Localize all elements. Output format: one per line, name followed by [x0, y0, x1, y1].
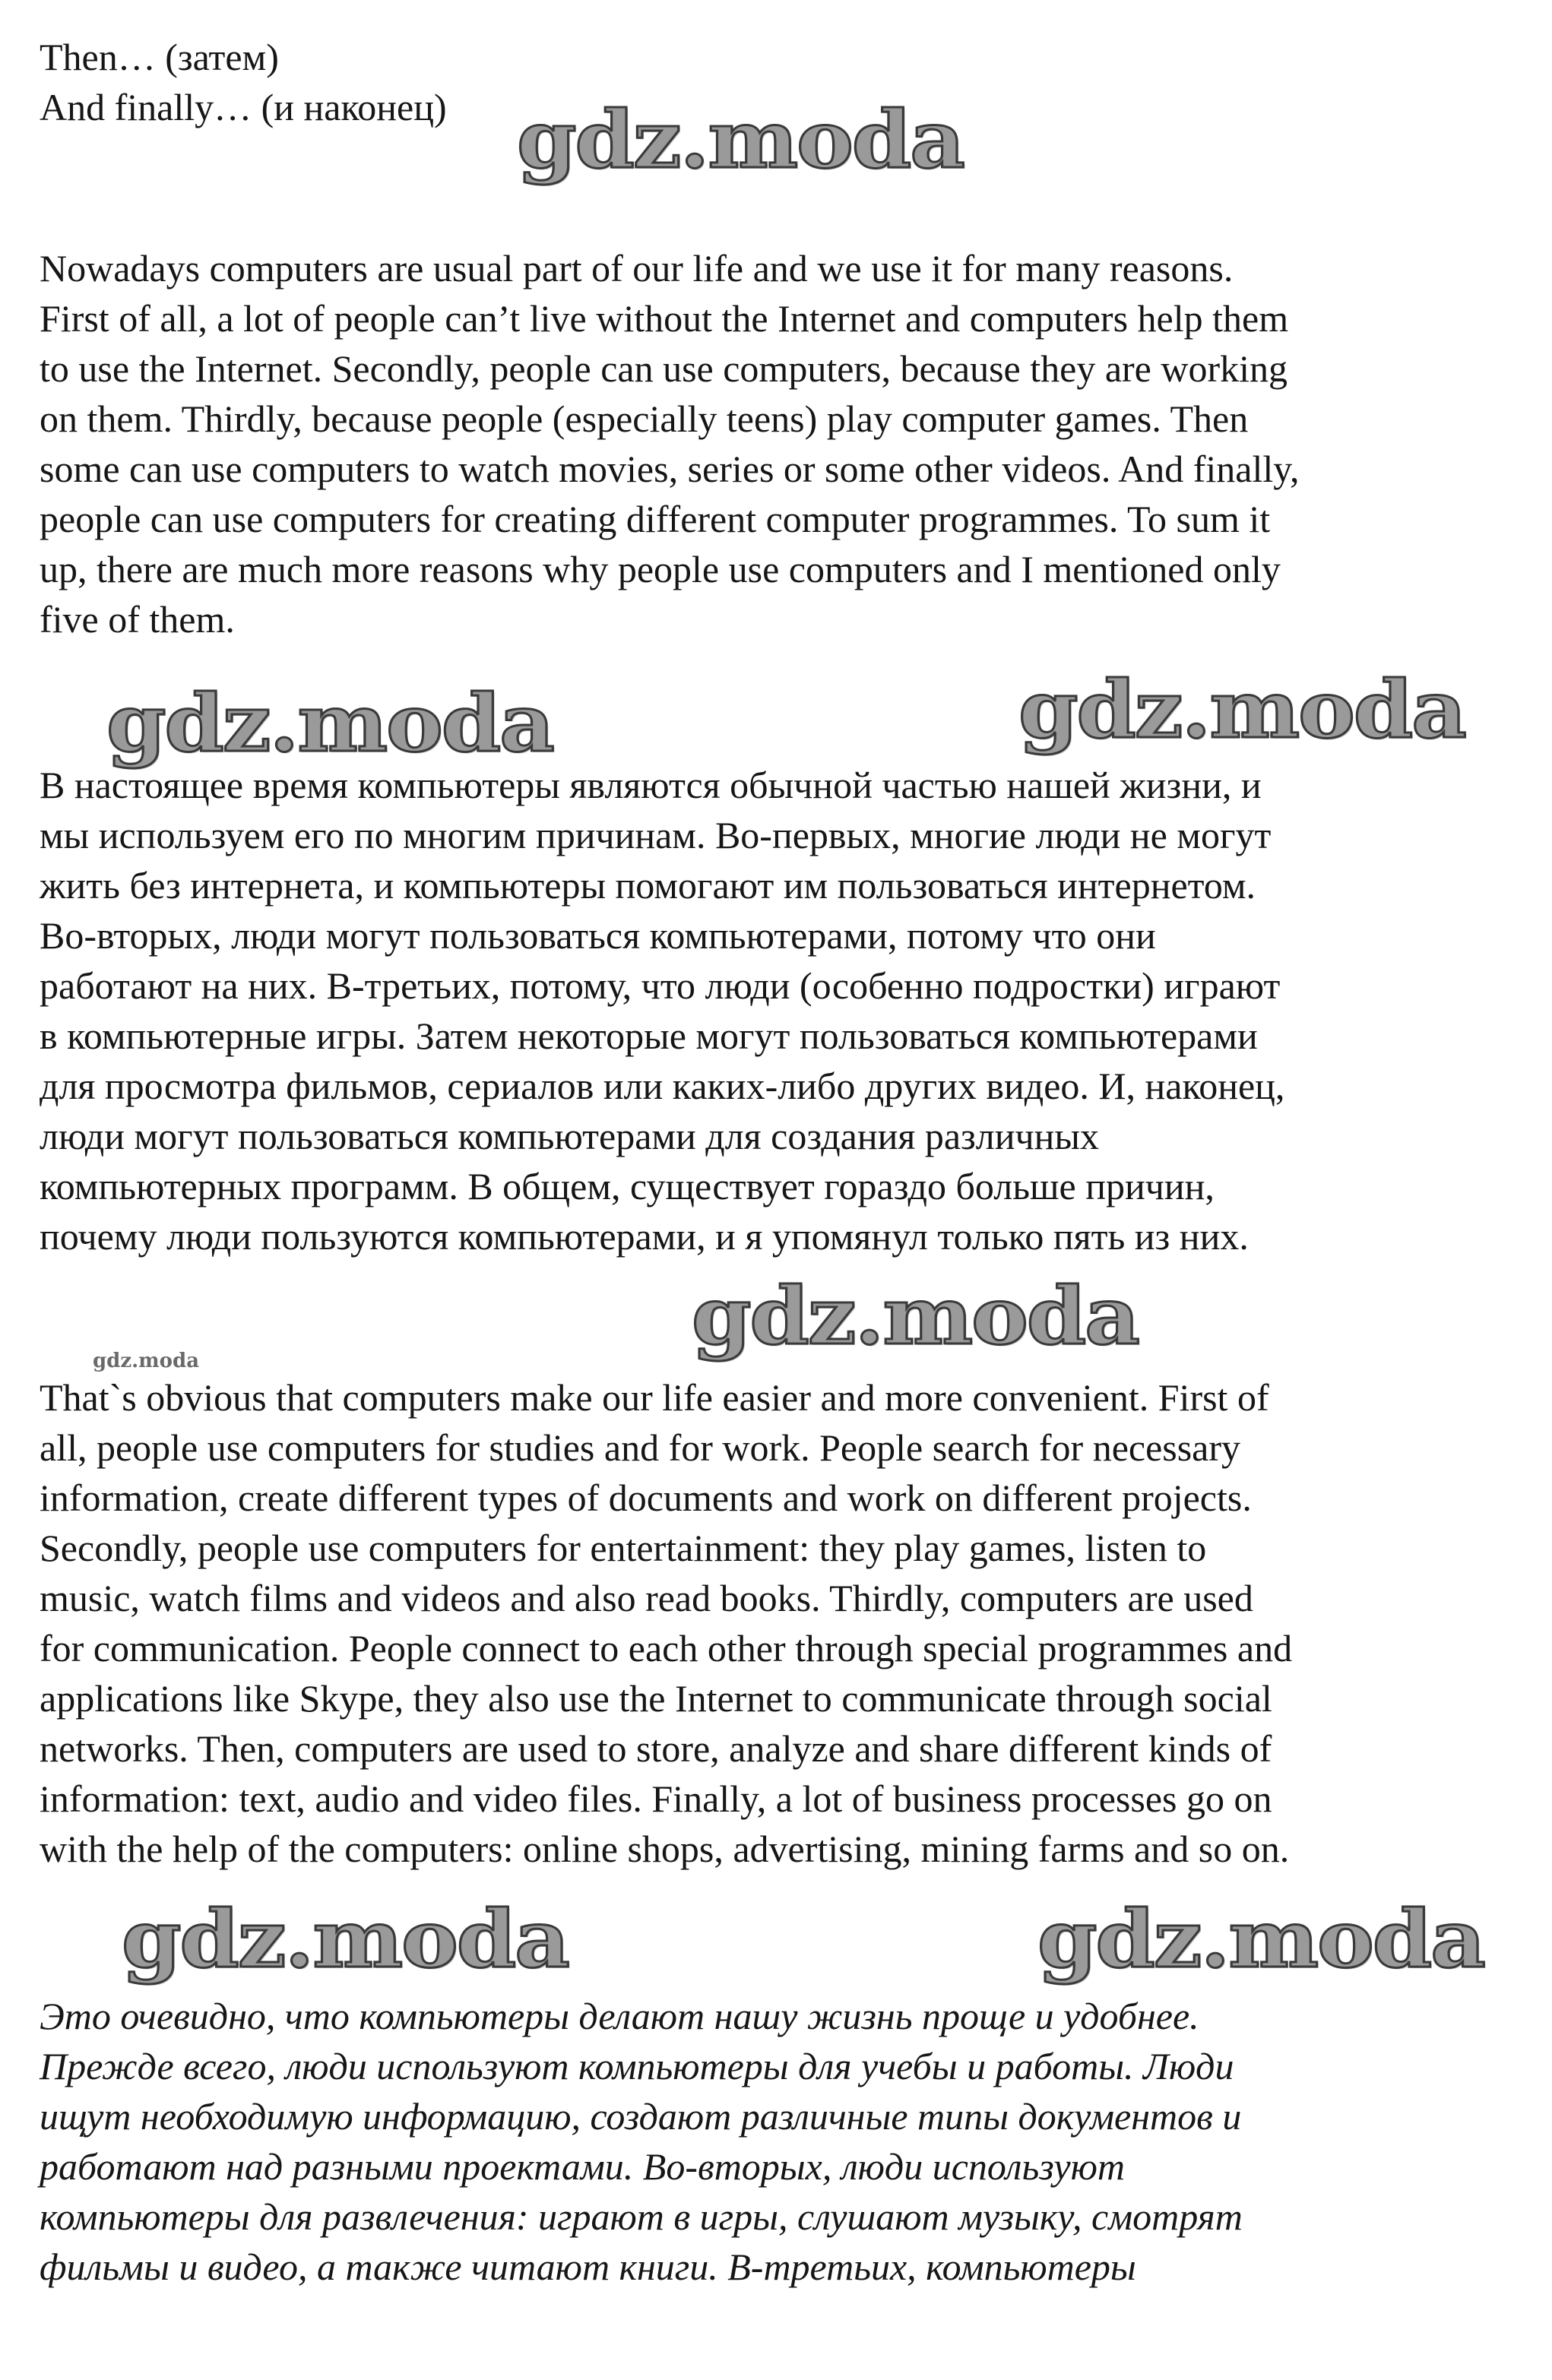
watermark-logo: gdz.moda — [106, 676, 553, 770]
text-line: Это очевидно, что компьютеры делают нашу жизнь проще и удобнее. — [40, 1995, 1199, 2037]
text-line: Во-вторых, люди могут пользоваться компьютерами, потому что они — [40, 914, 1156, 957]
header-line-finally: And finally… (и наконец) — [40, 86, 447, 128]
text-line: people can use computers for creating different computer programmes. To sum it — [40, 498, 1271, 540]
text-line: мы используем его по многим причинам. Во-первых, многие люди не могут — [40, 814, 1272, 856]
watermark-logo: gdz.moda — [122, 1892, 569, 1986]
watermark-logo: gdz.moda — [1018, 663, 1465, 756]
text-line: all, people use computers for studies and for work. People search for necessary — [40, 1426, 1241, 1469]
text-line: жить без интернета, и компьютеры помогают им пользоваться интернетом. — [40, 864, 1256, 907]
text-line: для просмотра фильмов, сериалов или каких-либо других видео. И, наконец, — [40, 1065, 1285, 1107]
text-line: with the help of the computers: online shops, advertising, mining farms and so on. — [40, 1828, 1290, 1870]
text-line: some can use computers to watch movies, series or some other videos. And finally, — [40, 448, 1300, 490]
text-line: Прежде всего, люди используют компьютеры для учебы и работы. Люди — [40, 2045, 1234, 2087]
text-line: Secondly, people use computers for entertainment: they play games, listen to — [40, 1527, 1207, 1569]
text-line: applications like Skype, they also use the Internet to communicate through social — [40, 1677, 1272, 1720]
text-line: First of all, a lot of people can’t live without the Internet and computers help them — [40, 297, 1289, 340]
watermark-logo: gdz.moda — [517, 93, 964, 186]
text-line: работают над разными проектами. Во-вторых, люди используют — [40, 2145, 1125, 2188]
watermark-logo: gdz.moda — [692, 1269, 1139, 1362]
text-line: в компьютерные игры. Затем некоторые могут пользоваться компьютерами — [40, 1014, 1258, 1057]
text-line: on them. Thirdly, because people (especially teens) play computer games. Then — [40, 397, 1249, 440]
text-line: В настоящее время компьютеры являются обычной частью нашей жизни, и — [40, 764, 1262, 806]
text-line: компьютерных программ. В общем, существует гораздо больше причин, — [40, 1165, 1215, 1207]
text-line: networks. Then, computers are used to store, analyze and share different kinds of — [40, 1727, 1272, 1770]
text-line: почему люди пользуются компьютерами, и я упомянул только пять из них. — [40, 1215, 1249, 1258]
text-line: music, watch films and videos and also read books. Thirdly, computers are used — [40, 1577, 1253, 1619]
text-line: люди могут пользоваться компьютерами для создания различных — [40, 1115, 1100, 1157]
text-line: for communication. People connect to each other through special programmes and — [40, 1627, 1293, 1669]
text-line: That`s obvious that computers make our life easier and more convenient. First of — [40, 1376, 1269, 1419]
watermark-logo: gdz.moda — [1037, 1892, 1484, 1986]
text-line: to use the Internet. Secondly, people can use computers, because they are working — [40, 347, 1288, 390]
text-line: five of them. — [40, 598, 235, 641]
text-line: Nowadays computers are usual part of our life and we use it for many reasons. — [40, 247, 1234, 290]
header-line-then: Then… (затем) — [40, 36, 279, 78]
text-line: up, there are much more reasons why people use computers and I mentioned only — [40, 548, 1281, 590]
text-line: компьютеры для развлечения: играют в игры, слушают музыку, смотрят — [40, 2195, 1243, 2238]
text-line: information: text, audio and video files. Finally, a lot of business processes go on — [40, 1777, 1272, 1820]
text-line: ищут необходимую информацию, создают различные типы документов и — [40, 2095, 1242, 2138]
text-line: работают на них. В-третьих, потому, что люди (особенно подростки) играют — [40, 964, 1281, 1007]
text-line: information, create different types of documents and work on different projects. — [40, 1476, 1252, 1519]
text-line: фильмы и видео, а также читают книги. В-третьих, компьютеры — [40, 2245, 1136, 2288]
watermark-logo-small: gdz.moda — [93, 1350, 200, 1372]
